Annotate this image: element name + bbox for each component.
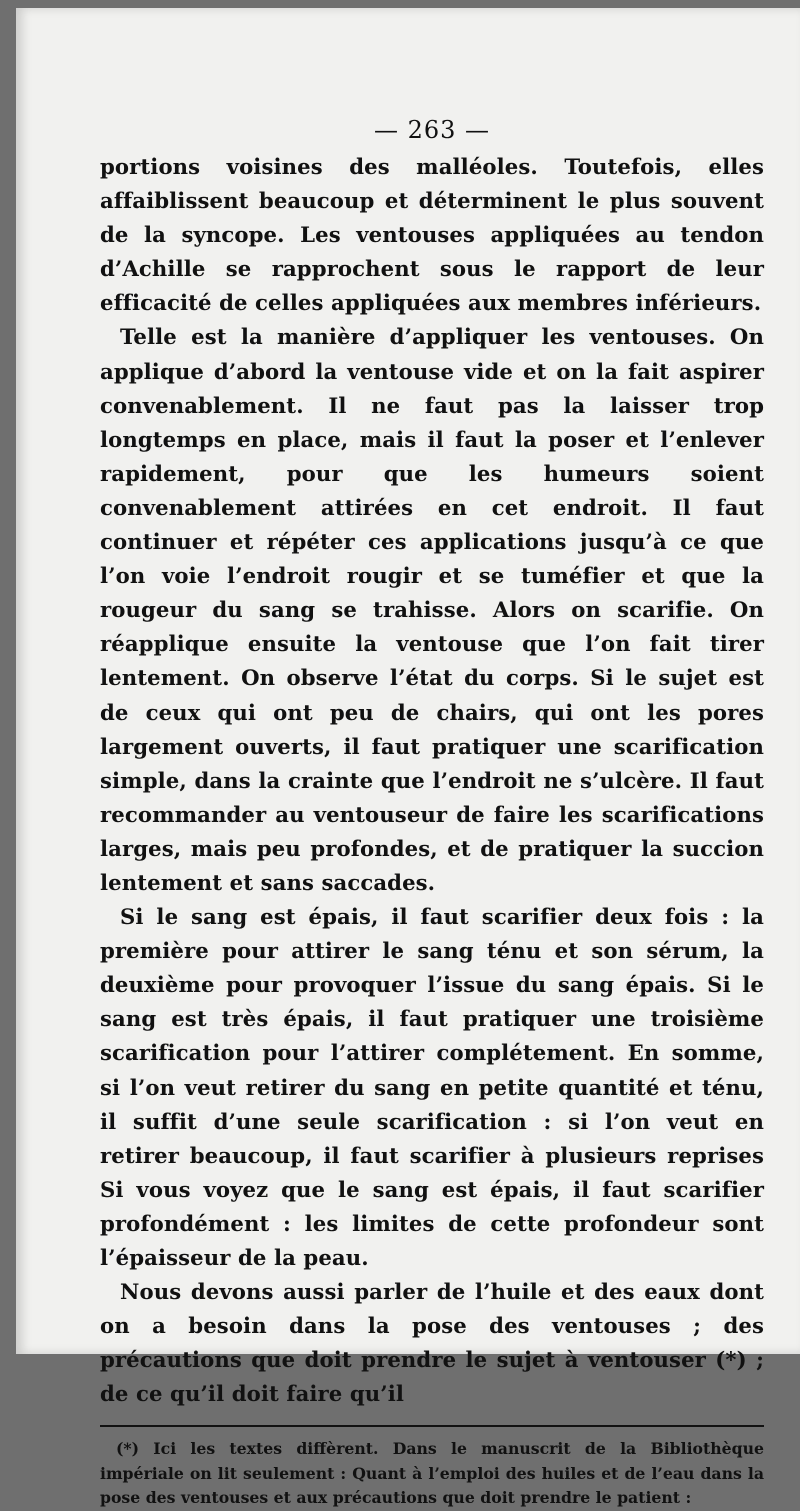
paragraph-4: Nous devons aussi parler de l’huile et des eaux dont on a besoin dans la pose des ventouses ; des précautions que doit prendre le sujet à ventouser (*) ; de ce qu’il doit faire qu’il xyxy=(100,1279,764,1407)
paragraph-2: Telle est la manière d’appliquer les ventouses. On applique d’abord la ventouse vide et on la fait aspirer convenablement. Il ne faut pas la laisser trop longtemps en place, mais il faut la poser et l’enlever rapidement, pour que les humeurs soient convenablement attirées en cet endroit. Il faut continuer et répéter ces applications jusqu’à ce que l’on voie l’endroit rougir et se tuméfier et que la rougeur du sang se trahisse. Alors on scarifie. On réapplique ensuite la ventouse que l’on fait tirer lentement. On observe l’état du corps. Si le sujet est de ceux qui ont peu de chairs, qui ont les pores largement ouverts, il faut pratiquer une scarification simple, dans la crainte que l’endroit ne s’ulcère. Il faut recommander au ventouseur de faire les scarifications larges, mais peu profondes, et de pratiquer la succion lentement et sans saccades. xyxy=(100,324,764,895)
footnote-divider xyxy=(100,1425,764,1427)
paragraph-1: portions voisines des malléoles. Toutefois, elles affaiblissent beaucoup et déterminent le plus souvent de la syncope. Les ventouses appliquées au tendon d’Achille se rapprochent sous le rapport de leur efficacité de celles appliquées aux membres inférieurs. xyxy=(100,154,764,316)
book-page xyxy=(16,8,800,1508)
page-content xyxy=(100,116,764,1511)
paragraph-3: Si le sang est épais, il faut scarifier deux fois : la première pour attirer le sang ténu et son sérum, la deuxième pour provoquer l’issue du sang épais. Si le sang est très épais, il faut pratiquer une troisième scarification pour l’attirer complétement. En somme, si l’on veut retirer du sang en petite quantité et ténu, il suffit d’une seule scarification : si l’on veut en retirer beaucoup, il faut scarifier à plusieurs reprises Si vous voyez que le sang est épais, il faut scarifier profondément : les limites de cette profondeur sont l’épaisseur de la peau. xyxy=(100,904,764,1270)
footnote: (*) Ici les textes diffèrent. Dans le manuscrit de la Bibliothèque impériale on lit seulement : Quant à l’emploi des huiles et de l’eau dans la pose des ventouses et aux précautions que doit prendre le patient : xyxy=(100,1439,764,1508)
page-number: — 263 — xyxy=(373,116,491,144)
